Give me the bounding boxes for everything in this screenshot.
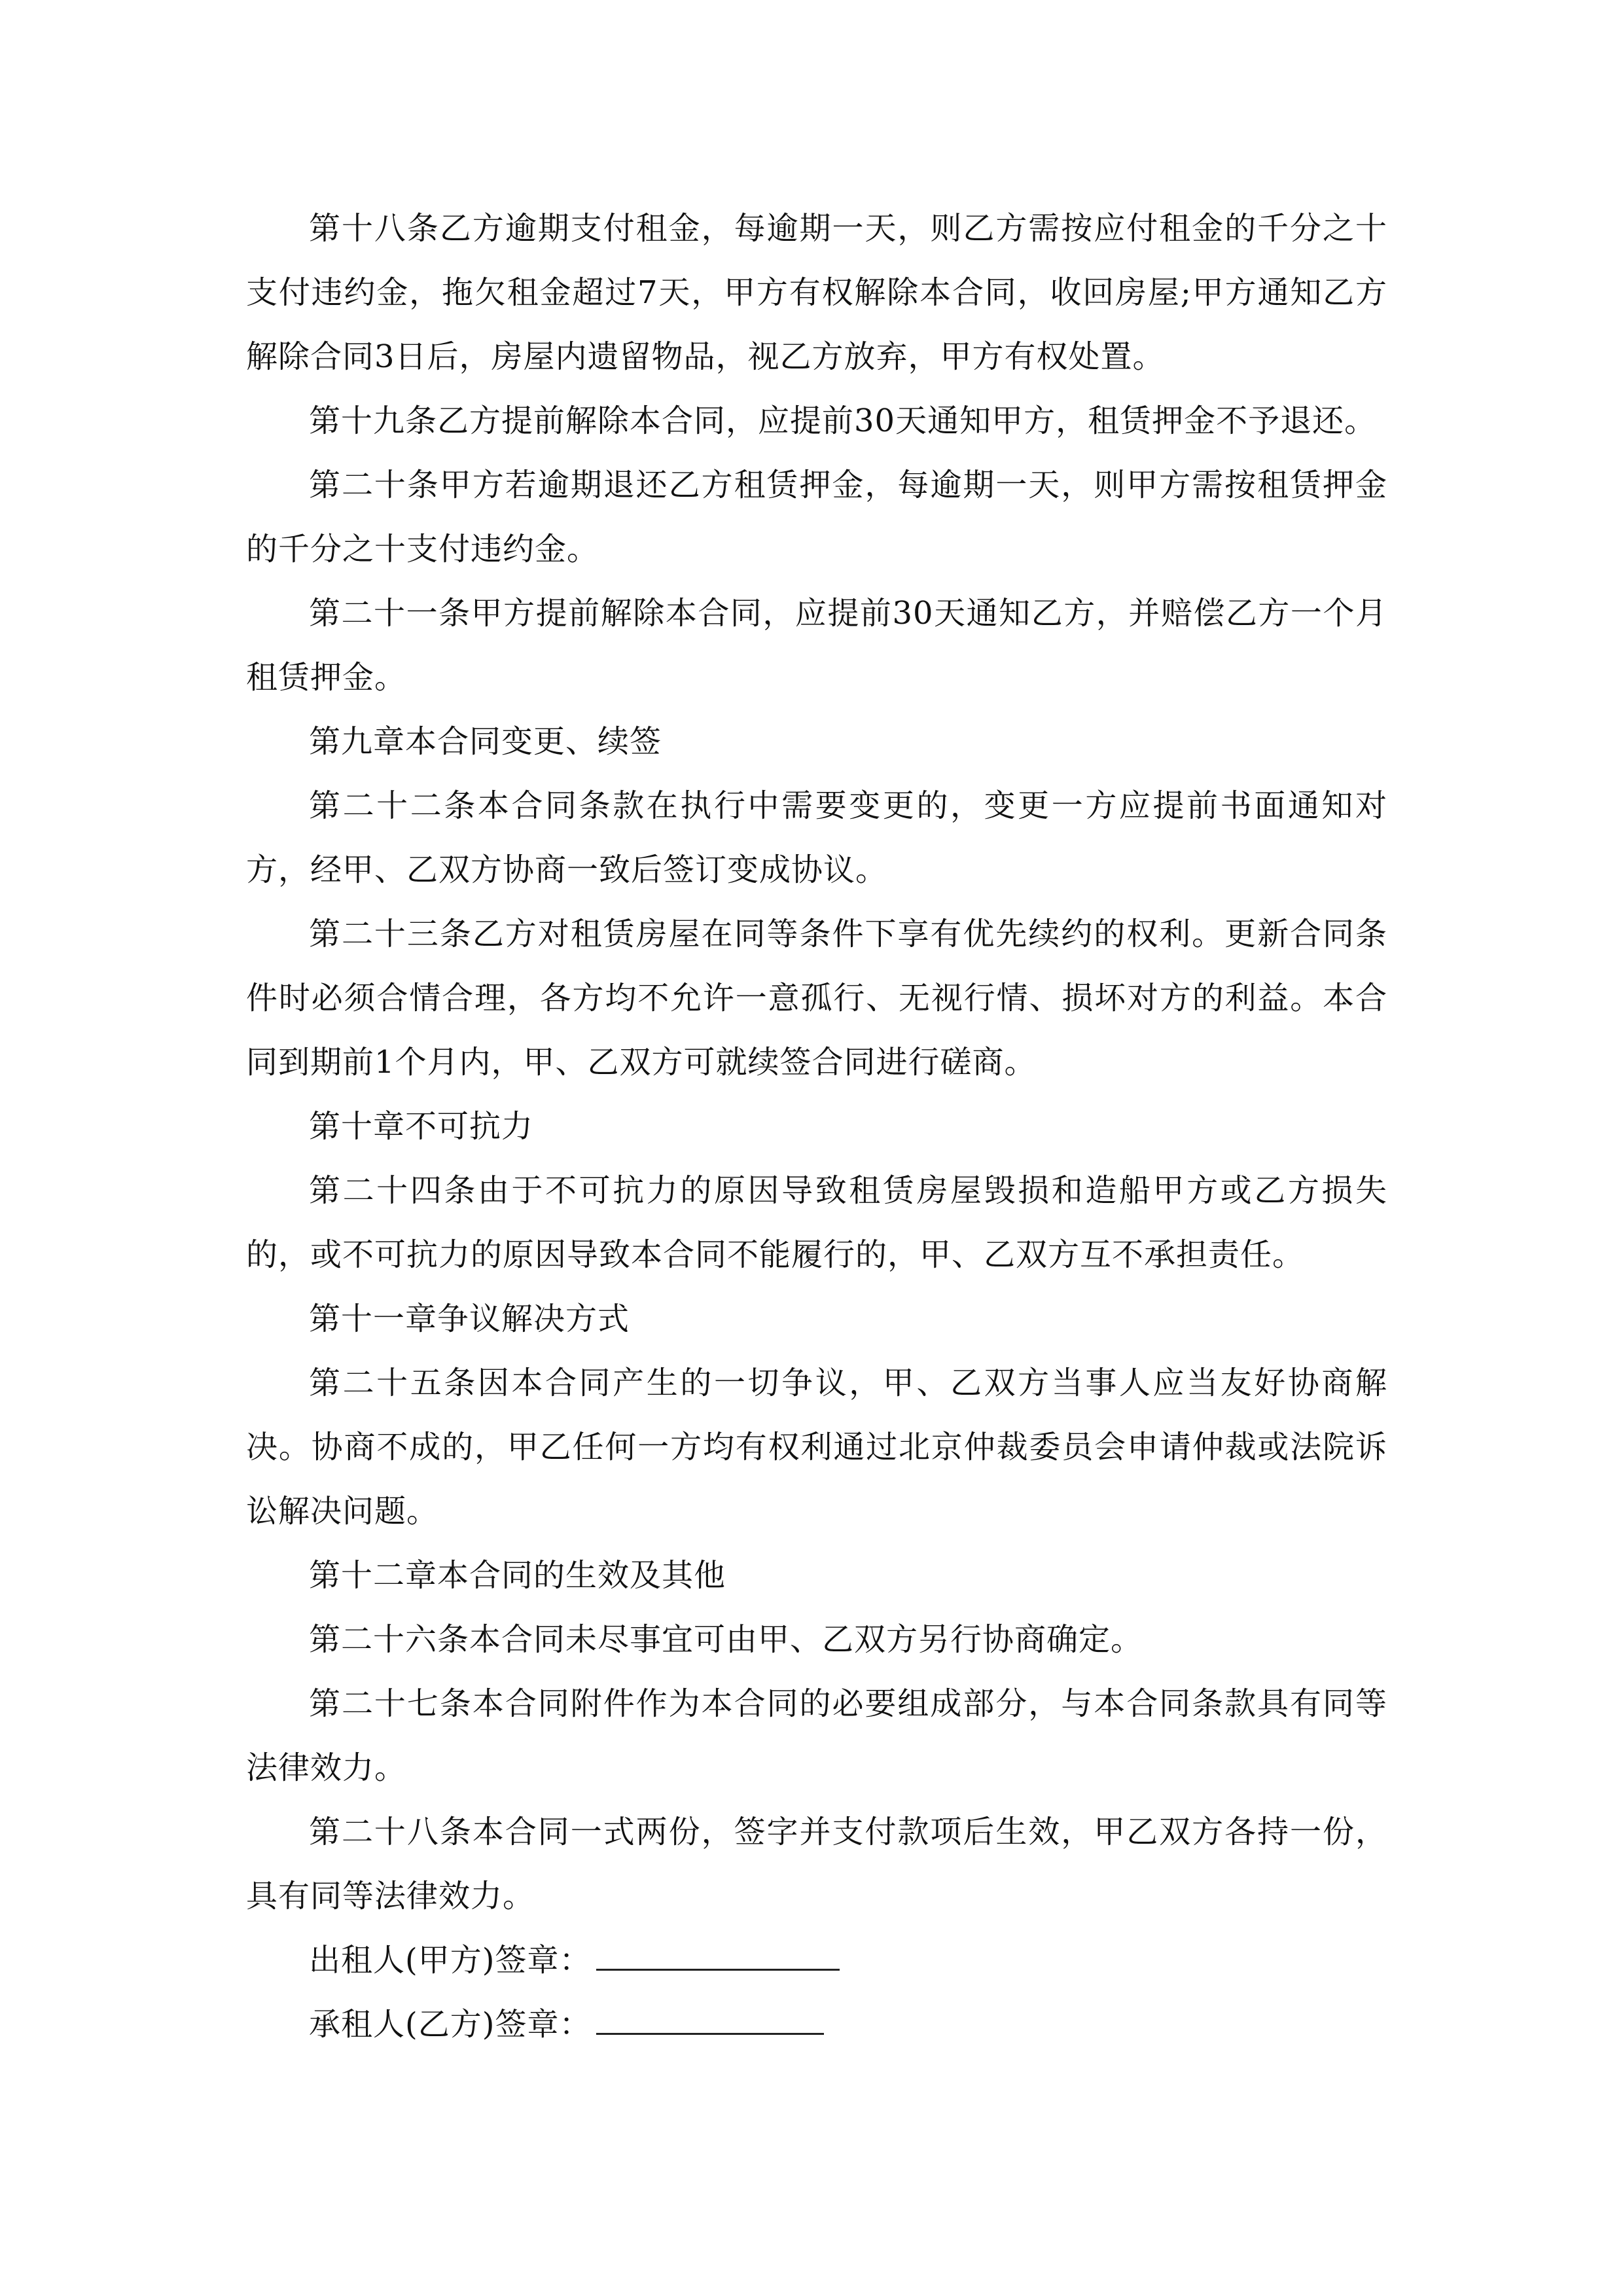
chapter-9-heading: 第九章本合同变更、续签 — [309, 723, 662, 760]
clause-18: 第十八条乙方逾期支付租金，每逾期一天，则乙方需按应付租金的千分之十支付违约金，拖欠租金超过7天，甲方有权解除本合同，收回房屋;甲方通知乙方解除合同3日后，房屋内遗留物品，视乙方放弃，甲方有权处置。 — [246, 210, 1387, 375]
clause-28: 第二十八条本合同一式两份，签字并支付款项后生效，甲乙双方各持一份，具有同等法律效力。 — [246, 1814, 1387, 1914]
clause-19: 第十九条乙方提前解除本合同，应提前30天通知甲方，租赁押金不予退还。 — [309, 403, 1377, 439]
chapter-10-heading: 第十章不可抗力 — [309, 1108, 534, 1145]
contract-body — [246, 196, 1387, 2056]
lessee-signature-label: 承租人(乙方)签章： — [309, 2006, 592, 2043]
chapter-12-heading: 第十二章本合同的生效及其他 — [309, 1557, 726, 1594]
clause-23: 第二十三条乙方对租赁房屋在同等条件下享有优先续约的权利。更新合同条件时必须合情合理，各方均不允许一意孤行、无视行情、损坏对方的利益。本合同到期前1个月内，甲、乙双方可就续签合同进行磋商。 — [246, 916, 1387, 1081]
chapter-11-heading: 第十一章争议解决方式 — [309, 1300, 630, 1337]
clause-20: 第二十条甲方若逾期退还乙方租赁押金，每逾期一天，则甲方需按租赁押金的千分之十支付违约金。 — [246, 467, 1387, 567]
lessor-signature-label: 出租人(甲方)签章： — [309, 1942, 592, 1979]
lessee-signature-blank — [596, 2001, 824, 2035]
clause-24: 第二十四条由于不可抗力的原因导致租赁房屋毁损和造船甲方或乙方损失的，或不可抗力的原因导致本合同不能履行的，甲、乙双方互不承担责任。 — [246, 1172, 1387, 1273]
lessor-signature-line — [246, 1928, 1387, 1992]
lessor-signature-blank — [596, 1937, 840, 1971]
clause-21: 第二十一条甲方提前解除本合同，应提前30天通知乙方，并赔偿乙方一个月租赁押金。 — [246, 595, 1387, 696]
clause-26: 第二十六条本合同未尽事宜可由甲、乙双方另行协商确定。 — [309, 1621, 1143, 1658]
clause-25: 第二十五条因本合同产生的一切争议，甲、乙双方当事人应当友好协商解决。协商不成的，甲乙任何一方均有权利通过北京仲裁委员会申请仲裁或法院诉讼解决问题。 — [246, 1365, 1387, 1530]
lessee-signature-line — [246, 1992, 1387, 2056]
clause-27: 第二十七条本合同附件作为本合同的必要组成部分，与本合同条款具有同等法律效力。 — [246, 1685, 1387, 1786]
clause-22: 第二十二条本合同条款在执行中需要变更的，变更一方应提前书面通知对方，经甲、乙双方协商一致后签订变成协议。 — [246, 787, 1387, 888]
